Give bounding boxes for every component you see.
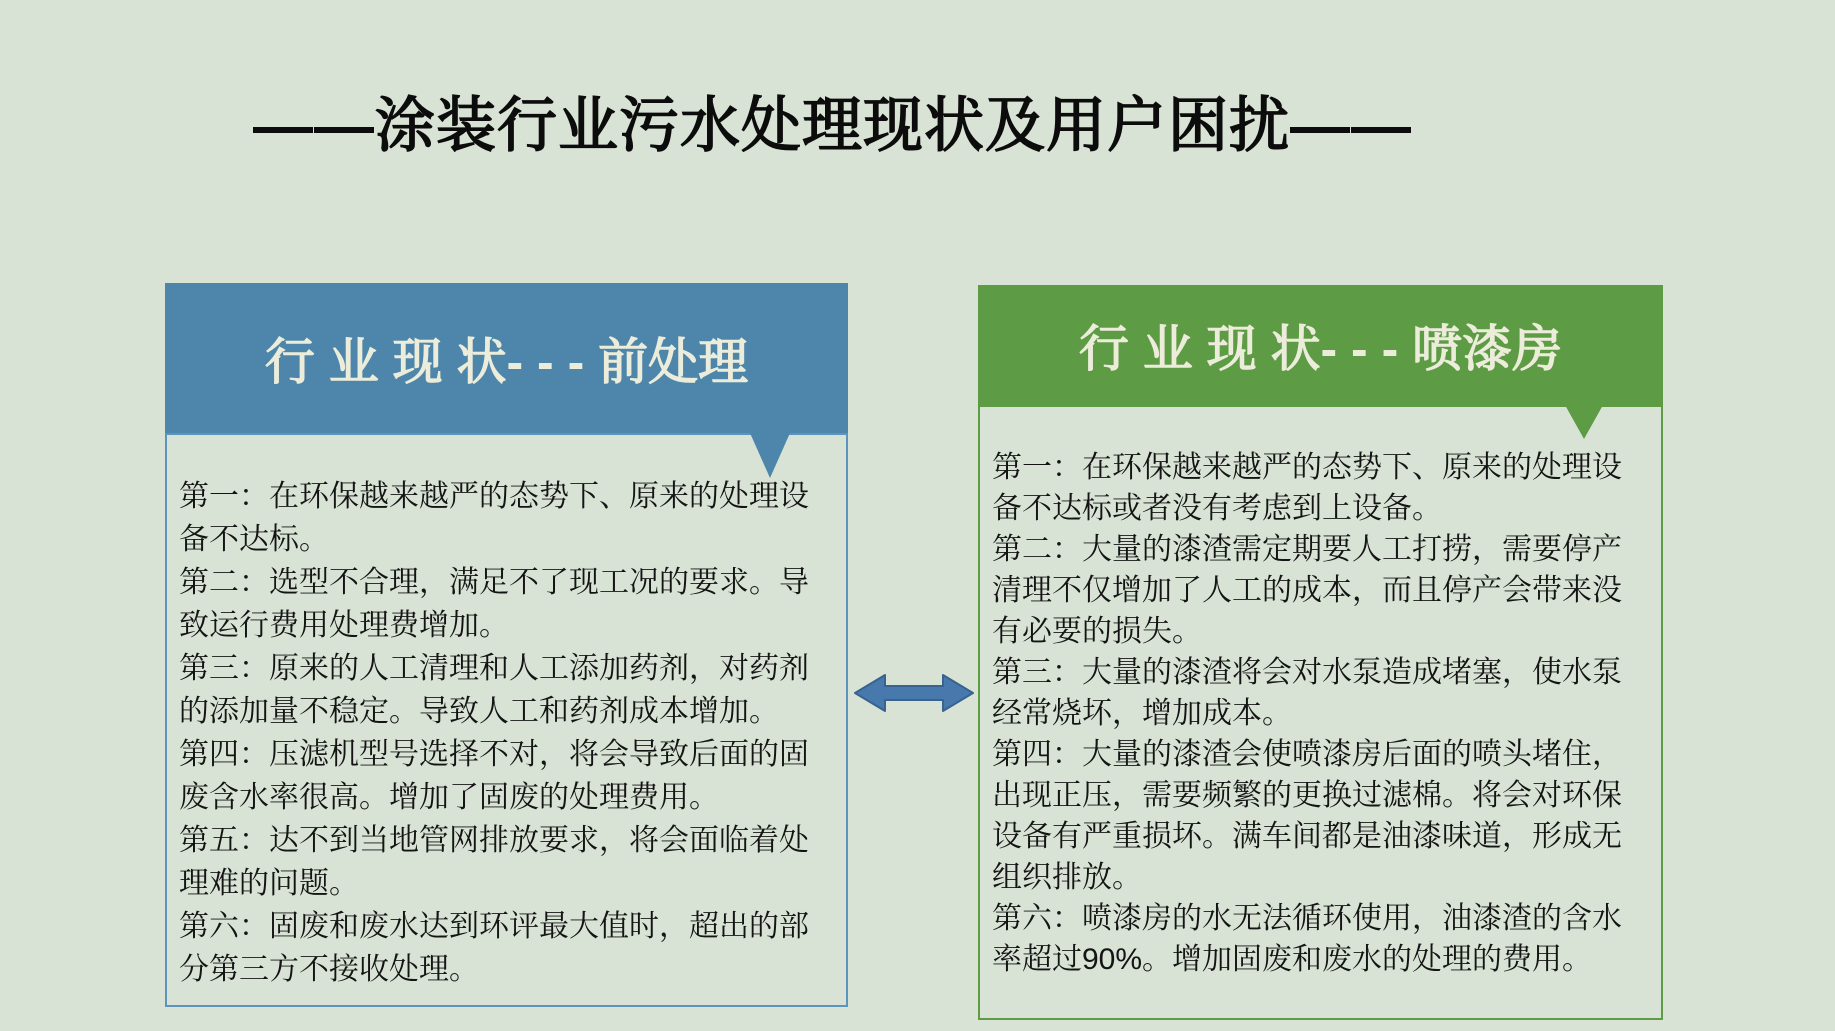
panel-pretreatment-body [165,433,848,1007]
body-item: 第二：大量的漆渣需定期要人工打捞，需要停产清理不仅增加了人工的成本，而且停产会带来没有必要的损失。 [992,533,1622,648]
body-item: 第一：在环保越来越严的态势下、原来的处理设备不达标。 [179,480,809,556]
double-arrow-icon [853,672,975,714]
body-item: 第四：压滤机型号选择不对，将会导致后面的固废含水率很高。增加了固废的处理费用。 [179,738,809,814]
panel-pretreatment-header: 行 业 现 状- - - 前处理 [165,283,848,433]
body-item: 第一：在环保越来越严的态势下、原来的处理设备不达标或者没有考虑到上设备。 [992,451,1622,525]
panel-spray-booth-header: 行 业 现 状- - - 喷漆房 [978,285,1663,405]
panel-pretreatment [165,283,848,1007]
body-item: 第六：喷漆房的水无法循环使用，油漆渣的含水率超过90%。增加固废和废水的处理的费用。 [992,902,1622,976]
body-item: 第三：大量的漆渣将会对水泵造成堵塞，使水泵经常烧坏，增加成本。 [992,656,1622,730]
panel-spray-booth [978,285,1663,1020]
callout-tail-icon [1565,405,1603,439]
body-item: 第五：达不到当地管网排放要求，将会面临着处理难的问题。 [179,824,809,900]
body-item: 第三：原来的人工清理和人工添加药剂，对药剂的添加量不稳定。导致人工和药剂成本增加。 [179,652,809,728]
page-title: ——涂装行业污水处理现状及用户困扰—— [253,92,1412,159]
body-item: 第二：选型不合理，满足不了现工况的要求。导致运行费用处理费增加。 [179,566,809,642]
body-item: 第六：固废和废水达到环评最大值时，超出的部分第三方不接收处理。 [179,910,809,986]
callout-tail-icon [750,433,790,478]
body-item: 第四：大量的漆渣会使喷漆房后面的喷头堵住，出现正压，需要频繁的更换过滤棉。将会对环保设备有严重损坏。满车间都是油漆味道，形成无组织排放。 [992,738,1622,894]
panel-spray-booth-body [978,405,1663,1020]
